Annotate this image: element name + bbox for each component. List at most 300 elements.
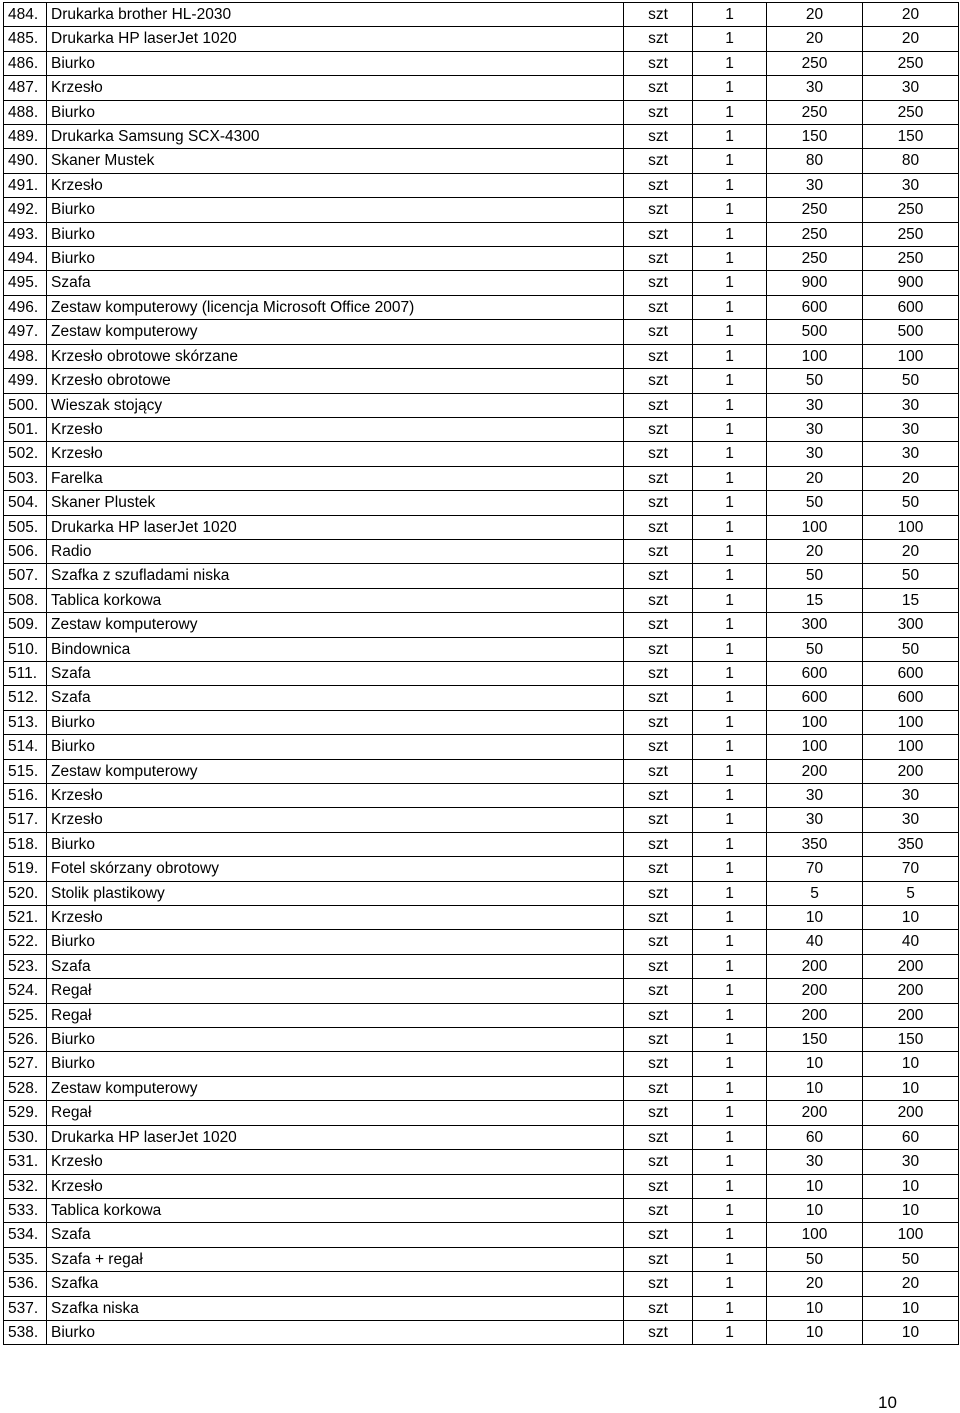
table-row [4, 1247, 959, 1271]
row-number: 490. [4, 149, 47, 173]
item-quantity: 1 [693, 27, 767, 51]
table-row [4, 979, 959, 1003]
item-unit: szt [624, 1296, 693, 1320]
item-quantity: 1 [693, 320, 767, 344]
item-unit: szt [624, 3, 693, 27]
item-unit: szt [624, 1028, 693, 1052]
item-value: 30 [863, 173, 959, 197]
row-number: 536. [4, 1272, 47, 1296]
item-name: Krzesło obrotowe skórzane [47, 344, 624, 368]
table-row [4, 832, 959, 856]
item-quantity: 1 [693, 784, 767, 808]
row-number: 499. [4, 369, 47, 393]
item-name: Krzesło [47, 808, 624, 832]
row-number: 492. [4, 198, 47, 222]
item-value: 30 [863, 393, 959, 417]
table-row [4, 808, 959, 832]
item-quantity: 1 [693, 442, 767, 466]
item-quantity: 1 [693, 906, 767, 930]
row-number: 515. [4, 759, 47, 783]
item-value: 50 [863, 637, 959, 661]
item-quantity: 1 [693, 1320, 767, 1344]
table-row [4, 295, 959, 319]
table-row [4, 784, 959, 808]
item-name: Biurko [47, 832, 624, 856]
row-number: 533. [4, 1198, 47, 1222]
row-number: 507. [4, 564, 47, 588]
item-unit: szt [624, 1223, 693, 1247]
item-unit-price: 10 [767, 906, 863, 930]
item-value: 100 [863, 710, 959, 734]
item-value: 20 [863, 539, 959, 563]
table-row [4, 539, 959, 563]
item-value: 250 [863, 247, 959, 271]
item-quantity: 1 [693, 1198, 767, 1222]
item-unit: szt [624, 1125, 693, 1149]
item-unit: szt [624, 1150, 693, 1174]
item-quantity: 1 [693, 808, 767, 832]
row-number: 525. [4, 1003, 47, 1027]
table-row [4, 222, 959, 246]
table-row [4, 1076, 959, 1100]
item-value: 900 [863, 271, 959, 295]
item-value: 300 [863, 613, 959, 637]
item-unit-price: 100 [767, 735, 863, 759]
item-value: 250 [863, 198, 959, 222]
item-unit-price: 150 [767, 125, 863, 149]
item-value: 200 [863, 954, 959, 978]
item-quantity: 1 [693, 1003, 767, 1027]
item-quantity: 1 [693, 271, 767, 295]
item-quantity: 1 [693, 149, 767, 173]
item-quantity: 1 [693, 1296, 767, 1320]
item-value: 100 [863, 344, 959, 368]
table-row [4, 27, 959, 51]
item-quantity: 1 [693, 100, 767, 124]
item-value: 20 [863, 466, 959, 490]
item-name: Drukarka HP laserJet 1020 [47, 1125, 624, 1149]
item-value: 100 [863, 515, 959, 539]
item-unit: szt [624, 198, 693, 222]
item-name: Biurko [47, 247, 624, 271]
inventory-table [3, 2, 959, 1345]
item-name: Szafa [47, 271, 624, 295]
item-unit-price: 80 [767, 149, 863, 173]
table-row [4, 442, 959, 466]
item-name: Wieszak stojący [47, 393, 624, 417]
item-quantity: 1 [693, 393, 767, 417]
item-unit: szt [624, 564, 693, 588]
item-quantity: 1 [693, 295, 767, 319]
row-number: 494. [4, 247, 47, 271]
item-name: Krzesło obrotowe [47, 369, 624, 393]
row-number: 503. [4, 466, 47, 490]
item-unit: szt [624, 1320, 693, 1344]
page-number: 10 [878, 1393, 897, 1412]
row-number: 495. [4, 271, 47, 295]
item-name: Szafa + regał [47, 1247, 624, 1271]
item-unit-price: 30 [767, 173, 863, 197]
item-unit: szt [624, 466, 693, 490]
item-unit-price: 250 [767, 51, 863, 75]
item-unit: szt [624, 1247, 693, 1271]
item-unit-price: 250 [767, 100, 863, 124]
item-unit-price: 200 [767, 1101, 863, 1125]
table-row [4, 1198, 959, 1222]
item-name: Zestaw komputerowy [47, 320, 624, 344]
table-row [4, 930, 959, 954]
table-row [4, 613, 959, 637]
item-quantity: 1 [693, 344, 767, 368]
item-value: 100 [863, 735, 959, 759]
item-quantity: 1 [693, 1125, 767, 1149]
item-unit: szt [624, 51, 693, 75]
row-number: 513. [4, 710, 47, 734]
item-unit: szt [624, 1052, 693, 1076]
table-row [4, 1125, 959, 1149]
row-number: 526. [4, 1028, 47, 1052]
item-unit-price: 200 [767, 954, 863, 978]
table-row [4, 881, 959, 905]
table-row [4, 417, 959, 441]
item-unit-price: 500 [767, 320, 863, 344]
item-value: 500 [863, 320, 959, 344]
item-name: Szafka [47, 1272, 624, 1296]
item-unit: szt [624, 735, 693, 759]
row-number: 512. [4, 686, 47, 710]
item-quantity: 1 [693, 661, 767, 685]
item-unit: szt [624, 759, 693, 783]
item-value: 40 [863, 930, 959, 954]
item-unit-price: 50 [767, 564, 863, 588]
item-quantity: 1 [693, 637, 767, 661]
item-unit-price: 10 [767, 1296, 863, 1320]
item-quantity: 1 [693, 491, 767, 515]
item-quantity: 1 [693, 954, 767, 978]
item-unit-price: 50 [767, 491, 863, 515]
item-value: 5 [863, 881, 959, 905]
item-unit: szt [624, 686, 693, 710]
item-value: 20 [863, 27, 959, 51]
item-unit: szt [624, 808, 693, 832]
item-unit-price: 250 [767, 247, 863, 271]
item-unit-price: 50 [767, 1247, 863, 1271]
item-unit-price: 30 [767, 808, 863, 832]
item-quantity: 1 [693, 1052, 767, 1076]
item-unit: szt [624, 76, 693, 100]
item-name: Fotel skórzany obrotowy [47, 857, 624, 881]
inventory-table-body [4, 3, 959, 1345]
item-name: Tablica korkowa [47, 1198, 624, 1222]
item-value: 250 [863, 222, 959, 246]
row-number: 523. [4, 954, 47, 978]
item-quantity: 1 [693, 759, 767, 783]
item-unit: szt [624, 661, 693, 685]
table-row [4, 686, 959, 710]
item-unit-price: 30 [767, 76, 863, 100]
item-name: Krzesło [47, 784, 624, 808]
item-name: Szafa [47, 661, 624, 685]
row-number: 518. [4, 832, 47, 856]
row-number: 500. [4, 393, 47, 417]
item-quantity: 1 [693, 832, 767, 856]
row-number: 538. [4, 1320, 47, 1344]
item-quantity: 1 [693, 1076, 767, 1100]
row-number: 498. [4, 344, 47, 368]
item-name: Radio [47, 539, 624, 563]
item-unit-price: 100 [767, 1223, 863, 1247]
table-row [4, 759, 959, 783]
table-row [4, 564, 959, 588]
row-number: 522. [4, 930, 47, 954]
table-row [4, 1174, 959, 1198]
table-row [4, 1052, 959, 1076]
item-value: 20 [863, 1272, 959, 1296]
item-quantity: 1 [693, 173, 767, 197]
item-name: Drukarka HP laserJet 1020 [47, 515, 624, 539]
item-value: 10 [863, 1052, 959, 1076]
item-name: Krzesło [47, 1174, 624, 1198]
item-name: Regał [47, 1101, 624, 1125]
item-quantity: 1 [693, 686, 767, 710]
item-value: 200 [863, 979, 959, 1003]
item-unit: szt [624, 393, 693, 417]
row-number: 531. [4, 1150, 47, 1174]
item-quantity: 1 [693, 515, 767, 539]
item-unit-price: 10 [767, 1198, 863, 1222]
item-unit: szt [624, 1198, 693, 1222]
item-name: Zestaw komputerowy [47, 759, 624, 783]
item-name: Szafa [47, 1223, 624, 1247]
row-number: 530. [4, 1125, 47, 1149]
item-unit: szt [624, 344, 693, 368]
item-quantity: 1 [693, 222, 767, 246]
item-value: 100 [863, 1223, 959, 1247]
item-quantity: 1 [693, 466, 767, 490]
item-value: 10 [863, 1320, 959, 1344]
row-number: 527. [4, 1052, 47, 1076]
row-number: 496. [4, 295, 47, 319]
item-quantity: 1 [693, 564, 767, 588]
item-name: Drukarka HP laserJet 1020 [47, 27, 624, 51]
item-unit: szt [624, 906, 693, 930]
item-name: Krzesło [47, 76, 624, 100]
item-name: Biurko [47, 198, 624, 222]
item-value: 50 [863, 369, 959, 393]
item-unit: szt [624, 247, 693, 271]
table-row [4, 271, 959, 295]
item-value: 10 [863, 1076, 959, 1100]
item-name: Regał [47, 1003, 624, 1027]
item-name: Drukarka Samsung SCX-4300 [47, 125, 624, 149]
item-value: 10 [863, 1198, 959, 1222]
table-row [4, 857, 959, 881]
item-unit-price: 20 [767, 466, 863, 490]
item-quantity: 1 [693, 735, 767, 759]
item-name: Farelka [47, 466, 624, 490]
row-number: 504. [4, 491, 47, 515]
item-unit: szt [624, 930, 693, 954]
item-value: 30 [863, 442, 959, 466]
table-row [4, 198, 959, 222]
item-quantity: 1 [693, 417, 767, 441]
item-value: 10 [863, 1174, 959, 1198]
item-unit: szt [624, 1003, 693, 1027]
item-quantity: 1 [693, 1174, 767, 1198]
item-name: Szafka z szufladami niska [47, 564, 624, 588]
item-quantity: 1 [693, 247, 767, 271]
item-unit-price: 600 [767, 686, 863, 710]
row-number: 528. [4, 1076, 47, 1100]
item-value: 600 [863, 661, 959, 685]
item-unit-price: 20 [767, 3, 863, 27]
table-row [4, 1101, 959, 1125]
item-unit-price: 10 [767, 1320, 863, 1344]
table-row [4, 954, 959, 978]
table-row [4, 661, 959, 685]
item-quantity: 1 [693, 1223, 767, 1247]
table-row [4, 588, 959, 612]
item-unit: szt [624, 222, 693, 246]
item-quantity: 1 [693, 710, 767, 734]
row-number: 534. [4, 1223, 47, 1247]
item-unit: szt [624, 27, 693, 51]
item-name: Skaner Plustek [47, 491, 624, 515]
item-name: Biurko [47, 1052, 624, 1076]
item-value: 15 [863, 588, 959, 612]
item-name: Tablica korkowa [47, 588, 624, 612]
item-name: Zestaw komputerowy [47, 1076, 624, 1100]
row-number: 488. [4, 100, 47, 124]
item-unit: szt [624, 954, 693, 978]
table-row [4, 1320, 959, 1344]
item-unit-price: 20 [767, 1272, 863, 1296]
table-row [4, 1296, 959, 1320]
item-unit: szt [624, 125, 693, 149]
item-name: Biurko [47, 100, 624, 124]
table-row [4, 906, 959, 930]
item-unit: szt [624, 1174, 693, 1198]
item-unit: szt [624, 271, 693, 295]
table-row [4, 320, 959, 344]
row-number: 508. [4, 588, 47, 612]
item-unit: szt [624, 100, 693, 124]
table-row [4, 735, 959, 759]
row-number: 484. [4, 3, 47, 27]
row-number: 532. [4, 1174, 47, 1198]
item-quantity: 1 [693, 369, 767, 393]
item-name: Biurko [47, 1320, 624, 1344]
item-unit: szt [624, 173, 693, 197]
item-unit-price: 600 [767, 661, 863, 685]
item-value: 600 [863, 295, 959, 319]
row-number: 493. [4, 222, 47, 246]
item-name: Szafa [47, 686, 624, 710]
item-quantity: 1 [693, 1272, 767, 1296]
table-row [4, 515, 959, 539]
item-value: 30 [863, 76, 959, 100]
item-value: 200 [863, 1003, 959, 1027]
item-quantity: 1 [693, 1247, 767, 1271]
item-unit: szt [624, 881, 693, 905]
item-unit: szt [624, 417, 693, 441]
table-row [4, 710, 959, 734]
item-name: Krzesło [47, 442, 624, 466]
item-unit-price: 100 [767, 710, 863, 734]
row-number: 486. [4, 51, 47, 75]
item-name: Krzesło [47, 417, 624, 441]
item-unit-price: 20 [767, 539, 863, 563]
table-row [4, 247, 959, 271]
row-number: 491. [4, 173, 47, 197]
item-unit-price: 200 [767, 759, 863, 783]
item-name: Drukarka brother HL-2030 [47, 3, 624, 27]
item-quantity: 1 [693, 930, 767, 954]
item-value: 150 [863, 125, 959, 149]
item-unit-price: 10 [767, 1052, 863, 1076]
row-number: 497. [4, 320, 47, 344]
item-unit-price: 5 [767, 881, 863, 905]
item-quantity: 1 [693, 539, 767, 563]
item-unit-price: 20 [767, 27, 863, 51]
item-quantity: 1 [693, 613, 767, 637]
item-unit-price: 10 [767, 1076, 863, 1100]
item-name: Biurko [47, 930, 624, 954]
row-number: 487. [4, 76, 47, 100]
item-unit: szt [624, 295, 693, 319]
item-name: Krzesło [47, 173, 624, 197]
item-value: 350 [863, 832, 959, 856]
row-number: 506. [4, 539, 47, 563]
item-name: Biurko [47, 222, 624, 246]
item-value: 50 [863, 491, 959, 515]
item-unit-price: 30 [767, 442, 863, 466]
item-unit-price: 250 [767, 222, 863, 246]
item-value: 50 [863, 1247, 959, 1271]
item-unit: szt [624, 491, 693, 515]
item-unit-price: 900 [767, 271, 863, 295]
table-row [4, 344, 959, 368]
item-quantity: 1 [693, 588, 767, 612]
item-unit-price: 350 [767, 832, 863, 856]
row-number: 489. [4, 125, 47, 149]
item-value: 30 [863, 1150, 959, 1174]
row-number: 535. [4, 1247, 47, 1271]
item-unit: szt [624, 369, 693, 393]
item-value: 200 [863, 1101, 959, 1125]
item-value: 600 [863, 686, 959, 710]
item-name: Biurko [47, 735, 624, 759]
item-name: Szafa [47, 954, 624, 978]
item-unit: szt [624, 832, 693, 856]
table-row [4, 51, 959, 75]
item-unit-price: 60 [767, 1125, 863, 1149]
item-unit-price: 30 [767, 784, 863, 808]
item-value: 20 [863, 3, 959, 27]
item-value: 250 [863, 51, 959, 75]
item-value: 60 [863, 1125, 959, 1149]
item-unit: szt [624, 442, 693, 466]
item-quantity: 1 [693, 1101, 767, 1125]
row-number: 514. [4, 735, 47, 759]
table-row [4, 491, 959, 515]
item-unit-price: 15 [767, 588, 863, 612]
table-row [4, 100, 959, 124]
item-unit-price: 50 [767, 637, 863, 661]
item-unit: szt [624, 1272, 693, 1296]
row-number: 529. [4, 1101, 47, 1125]
item-unit-price: 250 [767, 198, 863, 222]
